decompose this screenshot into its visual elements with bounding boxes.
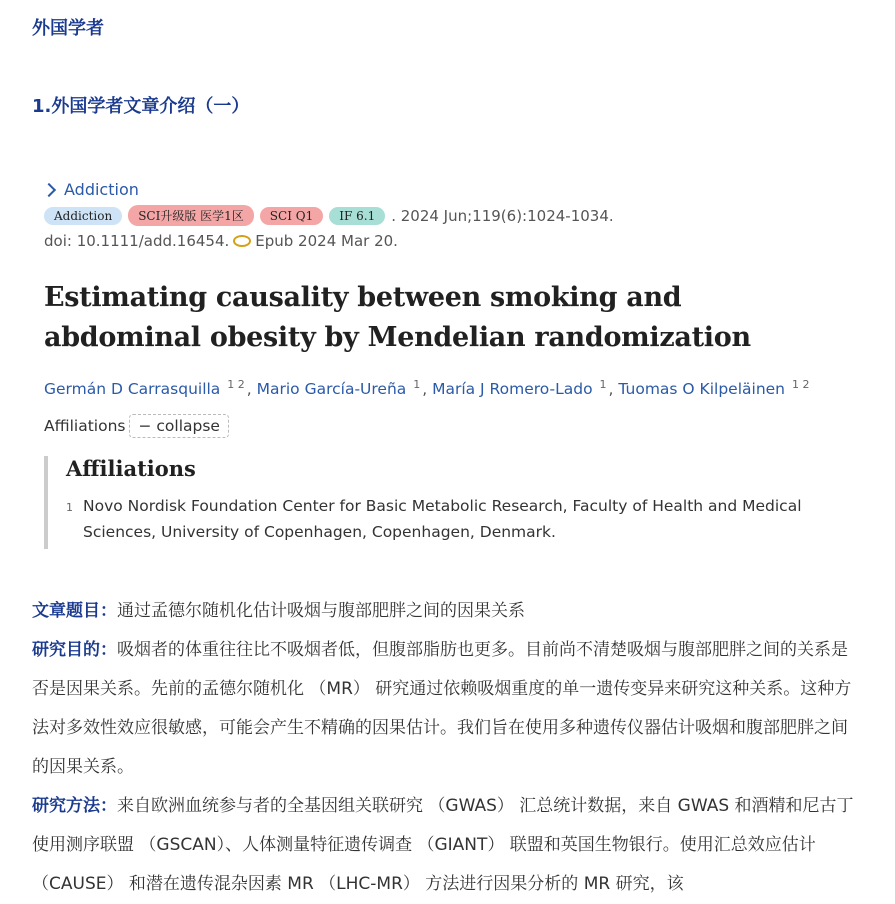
affiliation-text: Novo Nordisk Foundation Center for Basic Metabolic Research, Faculty of Health and Medical Sciences, University of Copenhagen, Copenhagen, Denmark.: [83, 497, 802, 542]
epub-date: Epub 2024 Mar 20.: [255, 232, 398, 250]
pub-info: . 2024 Jun;119(6):1024-1034.: [391, 206, 614, 225]
paper-title: Estimating causality between smoking and abdominal obesity by Mendelian randomization: [44, 282, 751, 353]
journal-link[interactable]: [44, 180, 844, 199]
author-affiliation-refs[interactable]: 1 2: [791, 378, 810, 391]
affiliation-number: 1: [66, 501, 73, 515]
topic-text: 通过孟德尔随机化估计吸烟与腹部肥胖之间的因果关系: [117, 601, 525, 621]
affiliations-label: Affiliations: [44, 417, 126, 436]
purpose-text: 吸烟者的体重往往比不吸烟者低，但腹部脂肪也更多。目前尚不清楚吸烟与腹部肥胖之间的关系是否是因果关系。先前的孟德尔随机化 （MR） 研究通过依赖吸烟重度的单一遗传变异来研究这种关系。这种方法对多效性效应很敏感，可能会产生不精确的因果估计。我们旨在使用多种遗传仪器估计吸烟和腹部肥胖之间的因果关系。: [32, 640, 852, 777]
doi-row: [44, 232, 844, 250]
chevron-right-icon: [42, 182, 56, 196]
impact-factor-badge[interactable]: IF 6.1: [329, 207, 385, 225]
collapse-button[interactable]: − collapse: [129, 414, 228, 438]
author-list: Germán D Carrasquilla $^{1 2}$ , Mario García-Ureña $^1$ , María J Romero-Lado $^1$ , Tuomas O Kilpeläinen $^{1 2}$: [44, 378, 810, 399]
article-heading: 1.外国学者文章介绍（一）: [32, 96, 250, 117]
affiliations-heading: Affiliations: [66, 456, 196, 482]
method-text: 来自欧洲血统参与者的全基因组关联研究 （GWAS） 汇总统计数据，来自 GWAS 和酒精和尼古丁使用测序联盟 （GSCAN）、人体测量特征遗传调查 （GIANT） 联盟和英国生物银行。使用汇总效应估计 （CAUSE） 和潜在遗传混杂因素 MR （LHC-MR） 方法进行因果分析的 MR 研究，该: [32, 796, 854, 894]
author-affiliation-refs[interactable]: 1: [413, 378, 421, 391]
sci-quartile-badge[interactable]: SCI Q1: [260, 207, 323, 225]
sci-upgrade-badge[interactable]: SCI升级版 医学1区: [128, 205, 254, 226]
method-label: 研究方法：: [32, 796, 117, 816]
doi-text[interactable]: doi: 10.1111/add.16454.: [44, 232, 230, 250]
affiliations-toggle-row: [44, 414, 844, 438]
author-affiliation-refs[interactable]: 1: [599, 378, 607, 391]
affiliation-item: [66, 493, 844, 549]
link-icon[interactable]: [233, 235, 251, 247]
purpose-paragraph: [32, 631, 860, 787]
topic-paragraph: [32, 592, 860, 631]
method-paragraph: [32, 787, 860, 904]
affiliations-block: [44, 456, 844, 549]
author-link[interactable]: Mario García-Ureña: [256, 380, 407, 399]
author-link[interactable]: María J Romero-Lado: [432, 380, 593, 399]
topic-label: 文章题目：: [32, 601, 117, 621]
paper-card: [44, 180, 844, 549]
author-link[interactable]: Germán D Carrasquilla: [44, 380, 221, 399]
article-body: [32, 592, 860, 904]
section-title: 外国学者: [32, 18, 104, 39]
author-link[interactable]: Tuomas O Kilpeläinen: [618, 380, 786, 399]
purpose-label: 研究目的：: [32, 640, 117, 660]
journal-link-label: Addiction: [64, 180, 139, 199]
author-affiliation-refs[interactable]: 1 2: [227, 378, 245, 391]
badge-row: [44, 205, 844, 226]
journal-badge[interactable]: Addiction: [44, 207, 122, 225]
